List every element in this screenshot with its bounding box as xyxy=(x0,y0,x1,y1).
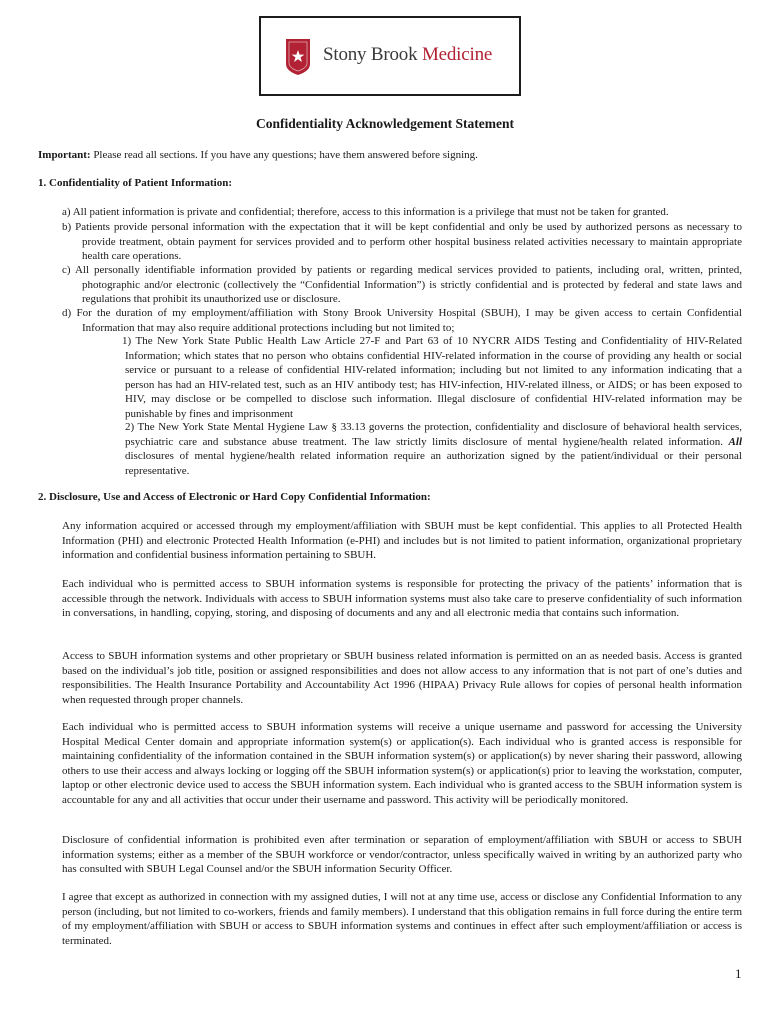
clause-b: b) Patients provide personal information with the expectation that it will be kept confidential and only be used by authorized persons as necessary to provide treatment, obtain payment for services provided and to perform other hospital business related activities necessary to maintain appropriate health care operations. xyxy=(62,221,742,263)
logo-wordmark: Stony Brook Medicine xyxy=(323,44,493,65)
important-label: Important: xyxy=(38,149,91,161)
logo-frame xyxy=(259,16,521,96)
clause-a: a) All patient information is private and confidential; therefore, access to this information is a privilege that must not be taken for granted. xyxy=(62,206,669,218)
section-2-paragraph-1: Any information acquired or accessed through my employment/affiliation with SBUH must be kept confidential. This applies to all Protected Health Information (PHI) and electronic Protected Health Information (e-PHI) and includes but is not limited to patient information, organizational proprietary information and confidential business information pertaining to SBUH. xyxy=(62,520,742,562)
section-2-paragraph-4: Each individual who is permitted access to SBUH information systems will receive a unique username and password for accessing the University Hospital Medical Center domain and appropriate information system(s) or application(s). Each individual who is granted access is responsible for maintaining confidentiality of the information contained in the SBUH information system(s) or application(s) by never sharing their password, allowing others to use their access and always locking or logging off the SBUH information system(s) or application(s) prior to leaving the workstation, computer, laptop or other electronic device used to access the SBUH information system. Each individual who is granted access to the SBUH information system is accountable for any and all activities that occur under their username and password. This activity will be periodically monitored. xyxy=(62,721,742,806)
important-text: Please read all sections. If you have any questions; have them answered before signing. xyxy=(90,149,478,161)
important-note xyxy=(38,148,738,163)
stony-brook-medicine-logo xyxy=(279,36,501,78)
section-2-paragraph-6: I agree that except as authorized in connection with my assigned duties, I will not at any time use, access or disclose any Confidential Information to any person (including, but not limited to co-workers, friends and family members). I understand that this obligation remains in full force during the entire term of my employment/affiliation with SBUH or access to SBUH information systems and continues in effect after such employment/affiliation or access is terminated. xyxy=(62,891,742,947)
section-2-paragraph-5: Disclosure of confidential information is prohibited even after termination or separation of employment/affiliation with SBUH or access to SBUH information systems; either as a member of the SBUH workforce or vendor/contractor, unless specifically waived in writing by an authorized party who has consulted with SBUH Legal Counsel and/or the SBUH information Security Officer. xyxy=(62,834,742,876)
clause-c: c) All personally identifiable information provided by patients or regarding medical services provided to patients, including oral, written, printed, photographic and/or electronic (collectively the “Confidential Information”) is strictly confidential and is protected by federal and state laws and regulations that prohibit its unauthorized use or disclosure. xyxy=(62,264,742,306)
clause-d2-emphasis: All xyxy=(728,435,742,448)
section-2-heading: 2. Disclosure, Use and Access of Electronic or Hard Copy Confidential Information: xyxy=(38,491,431,503)
clause-d: d) For the duration of my employment/affiliation with Stony Brook University Hospital (SBUH), I may be given access to certain Confidential Information that may also require additional protections including but not limited to; xyxy=(62,307,742,334)
clause-d1: 1) The New York State Public Health Law Article 27-F and Part 63 of 10 NYCRR AIDS Testing and Confidentiality of HIV-Related Information; which states that no person who obtains confidential HIV-related information in the course of providing any health or social service or pursuant to a release of confidential HIV-related information; including but not limited to any information indicating that a person has had an HIV-related test, such as an HIV antibody test; has HIV-infection, HIV-related illness, or AIDS; or has been exposed to HIV, may disclose or be compelled to disclose such information. Illegal disclosure of confidential HIV-related information may be punishable by fines and imprisonment xyxy=(122,335,742,420)
section-2-paragraph-3: Access to SBUH information systems and other proprietary or SBUH business related information is permitted on an as needed basis. Access is granted based on the individual’s job title, position or assigned responsibilities and does not allow access to any information that is not part of one’s duties and responsibilities. The Health Insurance Portability and Accountability Act 1996 (HIPAA) Privacy Rule allows for copies of personal health information when requested through proper channels. xyxy=(62,650,742,706)
section-2-paragraph-2: Each individual who is permitted access to SBUH information systems is responsible for protecting the privacy of the patients’ information that is accessible through the network. Individuals with access to SBUH information systems must also take care to preserve confidentiality of such information in conversations, in handling, copying, storing, and disposing of documents and any and all electronic media that contains such information. xyxy=(62,578,742,620)
section-1-heading: 1. Confidentiality of Patient Information: xyxy=(38,177,233,189)
shield-star-icon xyxy=(285,38,311,76)
page-number: 1 xyxy=(735,966,742,981)
document-title: Confidentiality Acknowledgement Statement xyxy=(256,116,514,131)
clause-d2: 2) The New York State Mental Hygiene Law § 33.13 governs the protection, confidentiality and disclosure of behavioral health services, psychiatric care and substance abuse treatment. The law strictly limits disclosure of mental hygiene/health related information. All disclosures of mental hygiene/health related information require an authorization signed by the patient/individual or their personal representative. xyxy=(125,421,742,477)
